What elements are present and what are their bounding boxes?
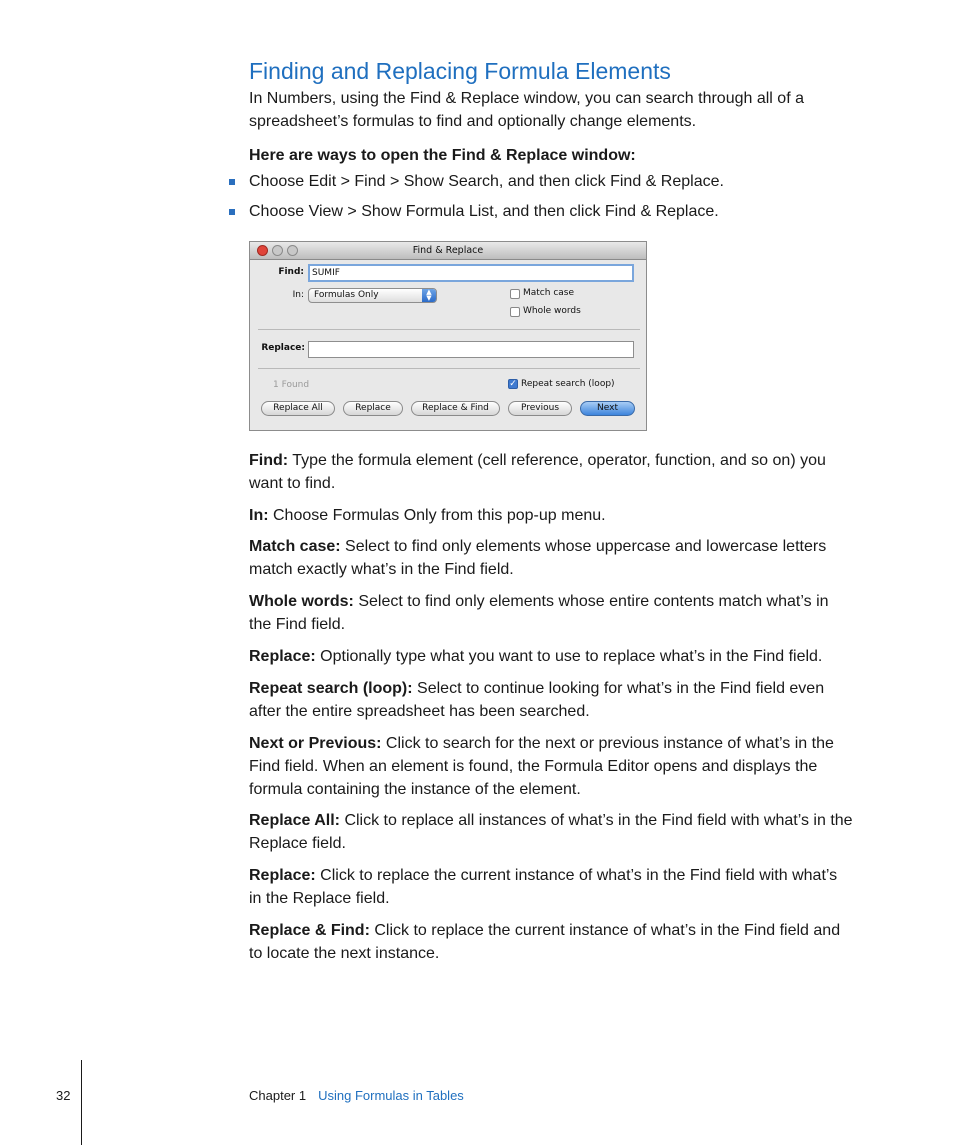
- definition-text: Click to replace the current instance of what’s in the Find field and to locate the next instance.: [249, 922, 841, 962]
- find-input[interactable]: SUMIF: [308, 264, 634, 282]
- whole-words-label: Whole words: [523, 306, 581, 316]
- footer-section-link[interactable]: Using Formulas in Tables: [318, 1088, 464, 1103]
- definition-replace-button: [249, 864, 853, 910]
- definition-text: Click to search for the next or previous instance of what’s in the Find field. When an element is found, the Formula Editor opens and displays the formula containing the instance of the element.: [249, 735, 834, 798]
- intro-paragraph: In Numbers, using the Find & Replace window, you can search through all of a spreadsheet’s formulas to find and optionally change elements.: [249, 90, 804, 130]
- divider: [258, 329, 640, 330]
- definition-match-case: [249, 535, 853, 581]
- definition-term: Replace & Find:: [249, 922, 370, 939]
- previous-button[interactable]: Previous: [508, 401, 572, 416]
- bullet-text: Choose View > Show Formula List, and then click Find & Replace.: [249, 203, 719, 220]
- dialog-titlebar: [250, 242, 646, 260]
- minimize-icon[interactable]: [272, 245, 283, 256]
- definition-whole-words: [249, 590, 853, 636]
- match-case-checkbox[interactable]: [510, 289, 520, 299]
- definition-term: Replace:: [249, 867, 316, 884]
- page-title: Finding and Replacing Formula Elements: [249, 58, 671, 84]
- definition-term: Replace:: [249, 648, 316, 665]
- replace-label: Replace:: [261, 343, 305, 353]
- found-status: 1 Found: [273, 380, 310, 390]
- bullet-item: [249, 171, 724, 193]
- repeat-search-checkbox[interactable]: ✓: [509, 379, 517, 389]
- zoom-icon[interactable]: [287, 245, 298, 256]
- replace-find-button[interactable]: Replace & Find: [411, 401, 500, 416]
- repeat-search-label: Repeat search (loop): [521, 379, 615, 389]
- in-popup-value: Formulas Only: [314, 290, 379, 300]
- definition-in: [249, 504, 853, 527]
- replace-button[interactable]: Replace: [343, 401, 403, 416]
- definition-term: Repeat search (loop):: [249, 680, 413, 697]
- bullet-item: [249, 201, 719, 223]
- definition-replace-field: [249, 645, 853, 668]
- definition-text: Optionally type what you want to use to replace what’s in the Find field.: [315, 648, 823, 665]
- footer: [249, 1088, 464, 1103]
- bullet-text: Choose Edit > Find > Show Search, and then click Find & Replace.: [249, 173, 724, 190]
- definition-term: Find:: [249, 452, 289, 469]
- find-label: Find:: [278, 267, 304, 277]
- in-popup-menu[interactable]: [308, 288, 437, 303]
- next-button[interactable]: Next: [580, 401, 635, 416]
- page-number: 32: [56, 1088, 71, 1103]
- definition-text: Select to find only elements whose uppercase and lowercase letters match exactly what’s in the Find field.: [249, 538, 827, 578]
- match-case-label: Match case: [523, 288, 575, 298]
- definition-repeat-search: [249, 677, 853, 723]
- definition-text: Choose Formulas Only from this pop-up menu.: [268, 507, 606, 524]
- in-label: In:: [292, 290, 304, 300]
- definition-term: Match case:: [249, 538, 341, 555]
- close-icon[interactable]: [257, 245, 268, 256]
- definition-find: [249, 449, 853, 495]
- definition-replace-all: [249, 809, 853, 855]
- whole-words-checkbox[interactable]: [510, 307, 520, 317]
- footer-chapter: Chapter 1: [249, 1088, 307, 1103]
- replace-all-button[interactable]: Replace All: [261, 401, 335, 416]
- definition-term: Next or Previous:: [249, 735, 382, 752]
- definition-text: Select to continue looking for what’s in the Find field even after the entire spreadsheet has been searched.: [249, 680, 825, 720]
- dialog-title: Find & Replace: [412, 245, 484, 256]
- definition-text: Select to find only elements whose entire contents match what’s in the Find field.: [249, 593, 829, 633]
- replace-input[interactable]: [308, 341, 634, 358]
- bullet-square-icon: [229, 209, 235, 215]
- definition-text: Click to replace the current instance of what’s in the Find field with what’s in the Replace field.: [249, 867, 838, 907]
- footer-divider: [81, 1060, 82, 1145]
- popup-arrows-icon: ▲ ▼: [422, 289, 436, 302]
- ways-heading: Here are ways to open the Find & Replace window:: [249, 147, 636, 164]
- definition-text: Type the formula element (cell reference, operator, function, and so on) you want to find.: [249, 452, 826, 492]
- definition-term: Replace All:: [249, 812, 340, 829]
- definition-replace-find: [249, 919, 853, 965]
- divider: [258, 368, 640, 369]
- bullet-square-icon: [229, 179, 235, 185]
- find-replace-dialog: [249, 241, 647, 431]
- definition-text: Click to replace all instances of what’s in the Find field with what’s in the Replace field.: [249, 812, 853, 852]
- definition-term: In:: [249, 507, 269, 524]
- definition-next-previous: [249, 732, 853, 801]
- definition-term: Whole words:: [249, 593, 354, 610]
